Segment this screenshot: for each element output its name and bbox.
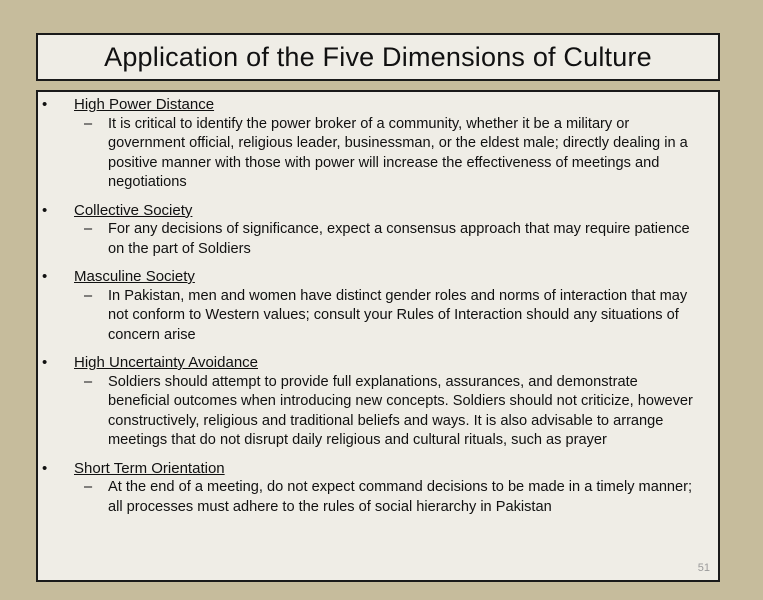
bullet-icon: • <box>42 459 48 477</box>
list-item <box>38 459 708 518</box>
item-description-text: It is critical to identify the power broker of a community, whether it be a military or government official, religious leader, businessman, or the eldest male; directly dealing in a positive manner with those with power will increase the effectiveness of meetings and negotiations <box>108 115 688 190</box>
bullet-icon: • <box>42 268 48 285</box>
slide-content-box <box>36 90 720 582</box>
bullet-icon: • <box>42 96 48 113</box>
item-description-text: Soldiers should attempt to provide full explanations, assurances, and demonstrate beneficial outcomes when introducing new concepts. Soldiers should not criticize, however constructively, religious and traditional beliefs and ways. It is also advisable to arrange meetings that do not disrupt daily religious and cultural rituals, such as prayer <box>108 373 693 448</box>
bullet-icon: • <box>42 201 48 219</box>
list-item <box>38 267 708 345</box>
bullet-icon: • <box>42 354 48 371</box>
list-item <box>38 95 708 193</box>
bullet-list <box>38 95 708 517</box>
item-description <box>84 287 702 346</box>
item-heading: Collective Society <box>74 201 193 219</box>
item-description-text: At the end of a meeting, do not expect command decisions to be made in a timely manner; all processes must adhere to the rules of social hierarchy in Pakistan <box>108 479 693 515</box>
dash-icon: – <box>84 373 93 390</box>
item-heading: Masculine Society <box>74 268 195 285</box>
item-description <box>84 478 702 517</box>
item-description-text: For any decisions of significance, expect a consensus approach that may require patience on the part of Soldiers <box>108 221 690 257</box>
dash-icon: – <box>84 287 93 304</box>
item-description <box>84 115 702 193</box>
slide-title-box <box>36 33 720 81</box>
list-item <box>38 353 708 451</box>
item-heading: High Power Distance <box>74 96 215 113</box>
dash-icon: – <box>84 479 93 495</box>
item-description-text: In Pakistan, men and women have distinct gender roles and norms of interaction that may not conform to Western values; consult your Rules of Interaction should any situations of concern arise <box>108 287 688 343</box>
item-description <box>84 220 702 259</box>
dash-icon: – <box>84 115 93 132</box>
item-description <box>84 373 702 451</box>
page-number: 51 <box>697 562 710 574</box>
item-heading: High Uncertainty Avoidance <box>74 354 258 371</box>
list-item <box>38 201 708 260</box>
item-heading: Short Term Orientation <box>74 459 225 477</box>
dash-icon: – <box>84 221 93 237</box>
slide-title: Application of the Five Dimensions of Culture <box>104 41 652 72</box>
